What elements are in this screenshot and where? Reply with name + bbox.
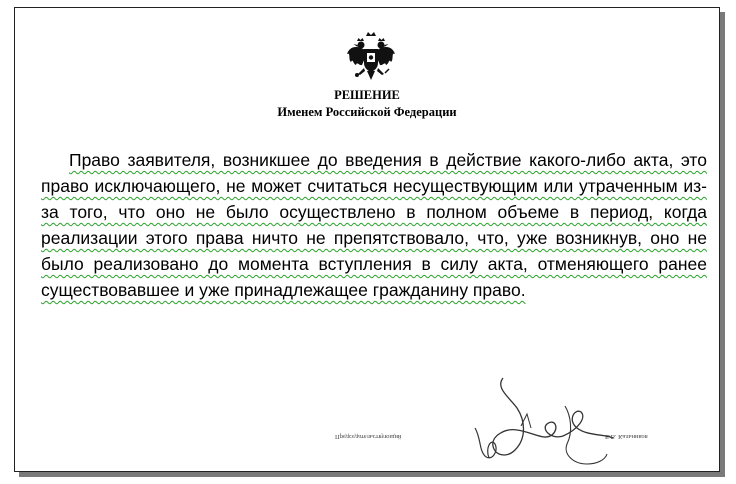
document-subtitle: Именем Российской Федерации — [277, 105, 457, 119]
document-title: РЕШЕНИЕ — [334, 88, 400, 102]
signature-caption-right: Е.В. Кальников — [605, 433, 648, 440]
decision-paragraph-text: Право заявителя, возникшее до введения в действие какого-либо акта, это право исключающего, не может считаться несуществующим или утраченным из-за того, что оно не было осуществлено в полном объеме в период, когда реализации этого права ничто не препятствовало, что, уже возникнув, оно не было реализовано до момента вступления в силу акта, отменяющего ранее существовавшее и уже принадлежащее гражданину право. — [41, 150, 707, 300]
decision-paragraph — [41, 147, 707, 303]
signature-caption-left: Председательствующий — [335, 433, 402, 440]
double-headed-eagle-emblem-icon — [345, 30, 397, 84]
handwritten-signature-icon — [455, 368, 615, 478]
document-frame — [14, 7, 720, 472]
